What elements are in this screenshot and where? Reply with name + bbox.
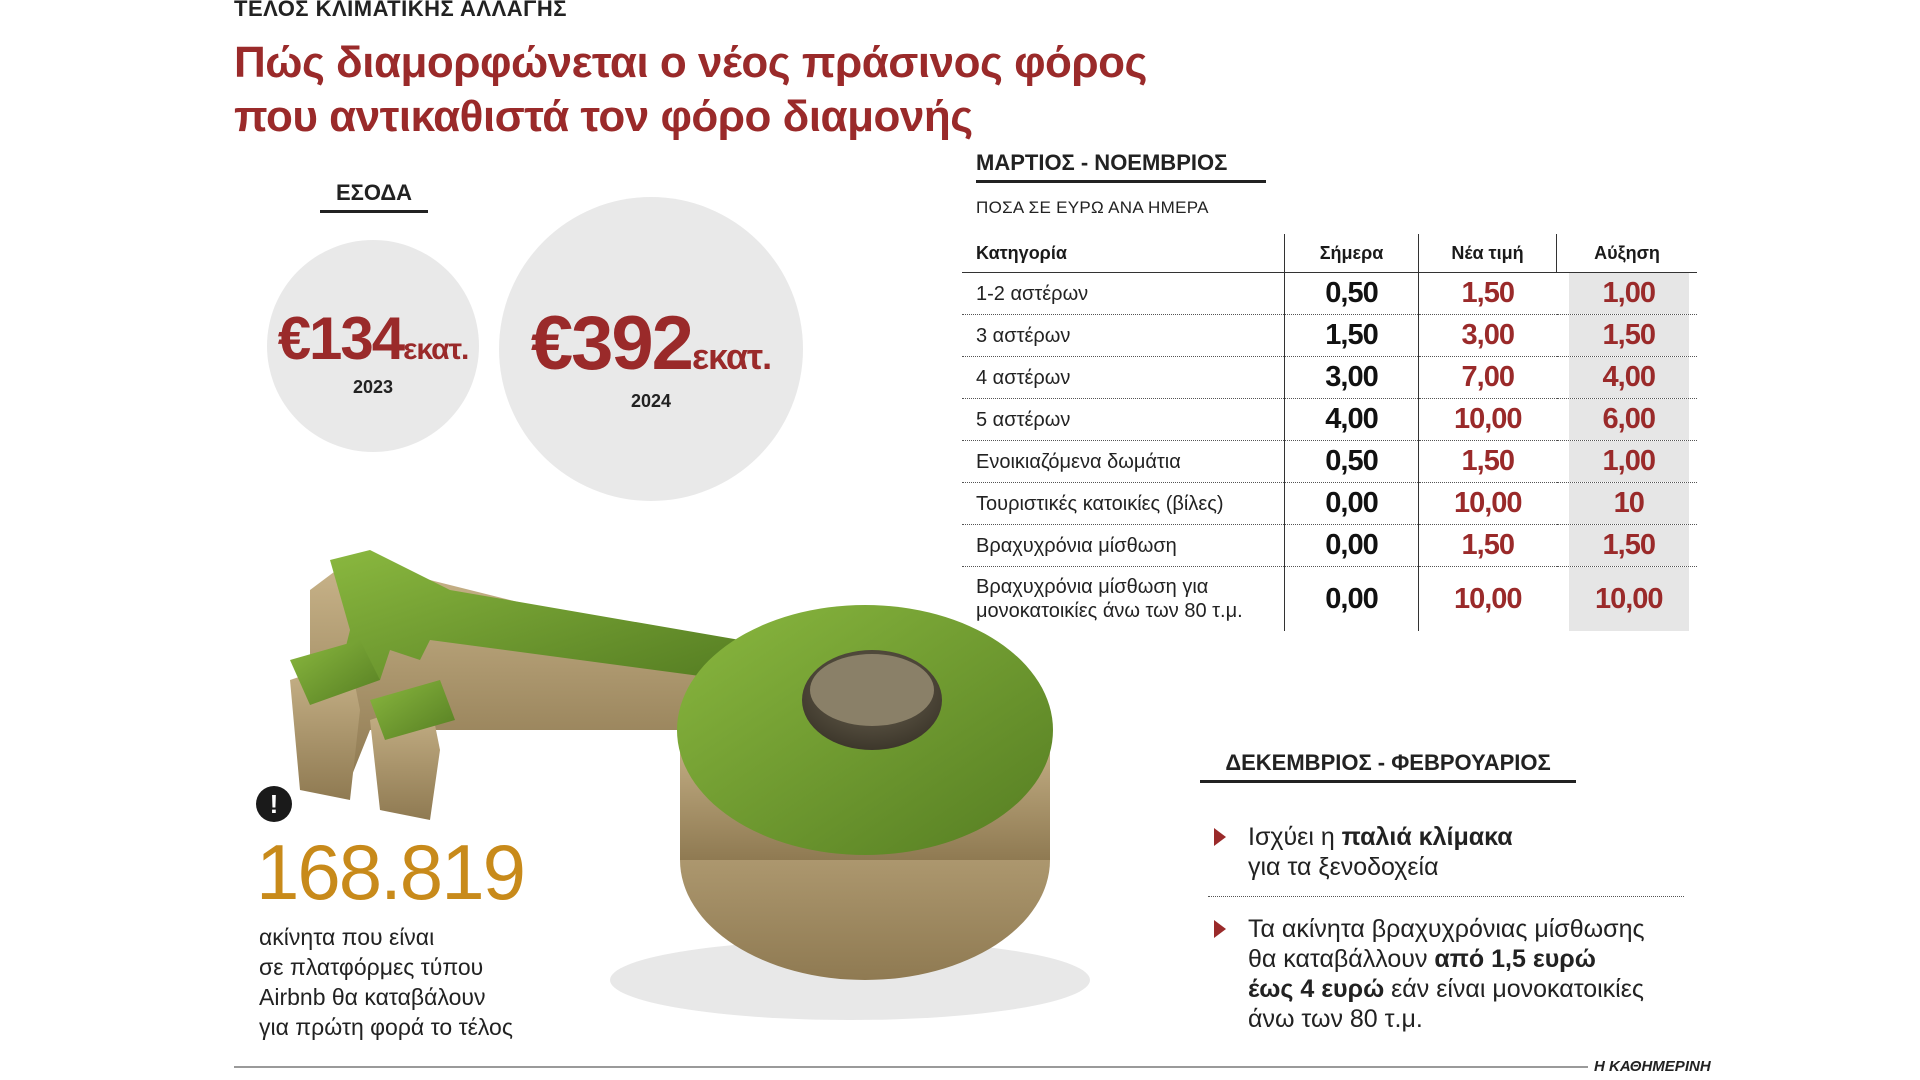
table-row <box>962 399 1697 441</box>
airbnb-description <box>259 922 513 1042</box>
col-header-new-price: Νέα τιμή <box>1419 234 1557 273</box>
row-category: 3 αστέρων <box>962 315 1285 357</box>
row-increase: 4,00 <box>1557 357 1698 399</box>
table-row <box>962 315 1697 357</box>
table-header-row <box>962 234 1697 273</box>
title-line-1: Πώς διαμορφώνεται ο νέος πράσινος φόρος <box>234 38 1147 87</box>
table-row <box>962 483 1697 525</box>
row-new-price: 7,00 <box>1419 357 1557 399</box>
row-category: Βραχυχρόνια μίσθωση <box>962 525 1285 567</box>
table-heading: ΜΑΡΤΙΟΣ - ΝΟΕΜΒΡΙΟΣ <box>976 150 1266 183</box>
airbnb-count: 168.819 <box>256 828 524 916</box>
table-row <box>962 357 1697 399</box>
row-new-price: 1,50 <box>1419 273 1557 315</box>
triangle-right-icon <box>1214 920 1226 938</box>
row-new-price: 10,00 <box>1419 567 1557 632</box>
row-new-price: 3,00 <box>1419 315 1557 357</box>
row-category: 5 αστέρων <box>962 399 1285 441</box>
income-circle-2024 <box>499 197 803 501</box>
col-header-category: Κατηγορία <box>962 234 1285 273</box>
income-amount: €392εκατ. <box>530 301 772 386</box>
row-today-value: 0,00 <box>1285 525 1419 567</box>
row-increase: 1,50 <box>1557 315 1698 357</box>
publisher-credit: Η ΚΑΘΗΜΕΡΙΝΗ <box>1594 1058 1711 1075</box>
kicker: ΤΕΛΟΣ ΚΛΙΜΑΤΙΚΗΣ ΑΛΛΑΓΗΣ <box>234 0 567 21</box>
row-increase: 1,50 <box>1557 525 1698 567</box>
row-increase: 1,00 <box>1557 441 1698 483</box>
row-increase: 10 <box>1557 483 1698 525</box>
row-today-value: 1,50 <box>1285 315 1419 357</box>
desc-line: σε πλατφόρμες τύπου <box>259 954 484 980</box>
row-new-price: 1,50 <box>1419 441 1557 483</box>
row-new-price: 10,00 <box>1419 399 1557 441</box>
row-increase: 6,00 <box>1557 399 1698 441</box>
winter-heading: ΔΕΚΕΜΒΡΙΟΣ - ΦΕΒΡΟΥΑΡΙΟΣ <box>1200 750 1576 783</box>
row-category: 4 αστέρων <box>962 357 1285 399</box>
row-increase: 1,00 <box>1557 273 1698 315</box>
winter-bullet-2: Τα ακίνητα βραχυχρόνιας μίσθωσης θα καταβάλλουν από 1,5 ευρώ έως 4 ευρώ εάν είναι μονοκατοικίες άνω των 80 τ.μ. <box>1214 914 1684 1034</box>
row-new-price: 10,00 <box>1419 483 1557 525</box>
row-category: Ενοικιαζόμενα δωμάτια <box>962 441 1285 483</box>
bottom-rule <box>234 1066 1588 1068</box>
row-today-value: 0,50 <box>1285 441 1419 483</box>
row-today-value: 0,00 <box>1285 483 1419 525</box>
col-header-today: Σήμερα <box>1285 234 1419 273</box>
title-line-2: που αντικαθιστά τον φόρο διαμονής <box>234 92 973 141</box>
income-year: 2023 <box>352 377 394 397</box>
row-new-price: 1,50 <box>1419 525 1557 567</box>
table-subheading: ΠΟΣΑ ΣΕ ΕΥΡΩ ΑΝΑ ΗΜΕΡΑ <box>976 198 1209 217</box>
table-row <box>962 441 1697 483</box>
income-amount: €134εκατ. <box>277 305 469 372</box>
table-row <box>962 273 1697 315</box>
income-heading: ΕΣΟΔΑ <box>320 180 428 213</box>
exclamation-circle-icon: ! <box>256 786 292 822</box>
desc-line: Airbnb θα καταβάλουν <box>259 984 486 1010</box>
triangle-right-icon <box>1214 828 1226 846</box>
row-category: 1-2 αστέρων <box>962 273 1285 315</box>
winter-bullet-1: Ισχύει η παλιά κλίμακα για τα ξενοδοχεία <box>1214 822 1684 882</box>
desc-line: ακίνητα που είναι <box>259 924 435 950</box>
row-increase: 10,00 <box>1557 567 1698 632</box>
income-circle-2023 <box>267 240 479 452</box>
row-category: Τουριστικές κατοικίες (βίλες) <box>962 483 1285 525</box>
row-category: Βραχυχρόνια μίσθωση για μονοκατοικίες άνω των 80 τ.μ. <box>976 576 1243 622</box>
income-year: 2024 <box>630 391 672 411</box>
col-header-increase: Αύξηση <box>1557 234 1698 273</box>
row-today-value: 3,00 <box>1285 357 1419 399</box>
row-today-value: 4,00 <box>1285 399 1419 441</box>
page-title <box>234 36 1147 144</box>
row-today-value: 0,00 <box>1285 567 1419 632</box>
desc-line: για πρώτη φορά το τέλος <box>259 1014 513 1040</box>
dotted-separator <box>1208 896 1684 897</box>
row-today-value: 0,50 <box>1285 273 1419 315</box>
